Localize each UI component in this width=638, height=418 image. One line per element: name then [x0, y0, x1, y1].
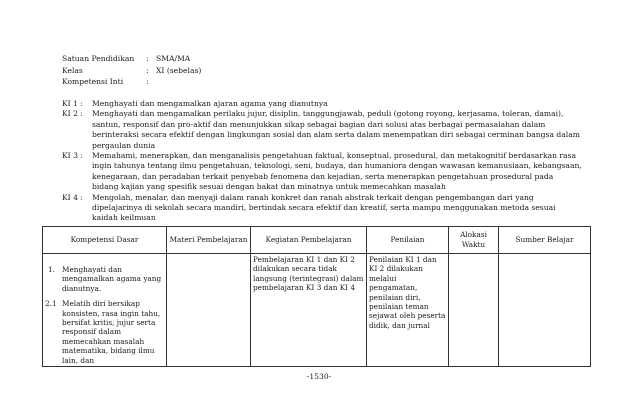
meta-row-kompetensi-inti [62, 76, 201, 88]
cell-alokasi [449, 254, 499, 367]
table-row [43, 254, 591, 367]
meta-label: Kompetensi Inti [62, 77, 124, 87]
meta-colon: : [146, 65, 149, 75]
syllabus-table [42, 226, 591, 367]
column-header-materi: Materi Pembelajaran [167, 227, 251, 254]
ki-text: Mengolah, menalar, dan menyaji dalam ranah konkret dan ranah abstrak terkait dengan pengembangan dari yang dipelajarinya di sekolah secara mandiri, bertindak secara efektif dan kreatif, serta mampu menggunakan metoda sesuai kaidah keilmuan [92, 192, 556, 223]
ki-code: KI 4 [62, 192, 78, 202]
column-header-sumber: Sumber Belajar [499, 227, 591, 254]
ki-text: Menghayati dan mengamalkan ajaran agama yang dianutnya [92, 99, 328, 108]
meta-value: XI (sebelas) [156, 65, 202, 75]
ki-item [62, 193, 582, 224]
ki-colon: : [80, 192, 83, 202]
ki-item [62, 151, 582, 193]
ki-item [62, 99, 582, 109]
kd-text: Melatih diri bersikap konsisten, rasa ingin tahu, bersifat kritis, jujur serta responsif dalam memecahkan masalah matematika, bidang ilmu lain, dan [62, 299, 161, 365]
ki-colon: : [80, 151, 83, 161]
ki-code: KI 1 [62, 99, 78, 108]
cell-kompetensi-dasar [43, 254, 167, 367]
kd-number: 2.1 [45, 299, 57, 309]
cell-materi [167, 254, 251, 367]
ki-colon: : [80, 109, 83, 119]
ki-item [62, 109, 582, 151]
table-header-row [43, 227, 591, 254]
meta-row-satuan [62, 53, 201, 65]
document-meta [62, 53, 201, 88]
ki-text: Memahami, menerapkan, dan menganalisis pengetahuan faktual, konseptual, prosedural, dan metakognitif berdasarkan rasa ingin tahunya tentang ilmu pengetahuan, teknologi, seni, budaya, dan humaniora dengan wawasan kemanusiaan, kebangsaan, kenegaraan, dan peradaban terkait penyebab fenomena dan kejadian, serta menerapkan pengetahuan prosedural pada bidang kajian yang spesifik sesuai dengan bakat dan minatnya untuk memecahkan masalah [92, 151, 582, 192]
meta-colon: : [146, 77, 149, 87]
cell-sumber [499, 254, 591, 367]
kd-item [45, 299, 164, 365]
column-header-kompetensi-dasar: Kompetensi Dasar [43, 227, 167, 254]
page-number: -1530- [306, 372, 332, 381]
meta-label: Kelas [62, 65, 83, 75]
kd-text: Menghayati dan mengamalkan agama yang dianutnya. [62, 265, 162, 293]
cell-penilaian: Penilaian KI 1 dan KI 2 dilakukan melalui pengamatan, penilaian diri, penilaian teman sejawat oleh peserta didik, dan jurnal [367, 254, 449, 367]
kd-number: 1. [48, 265, 55, 274]
meta-colon: : [146, 54, 149, 63]
column-header-kegiatan: Kegiatan Pembelajaran [251, 227, 367, 254]
kd-item [45, 265, 164, 293]
ki-colon: : [80, 99, 83, 108]
ki-code: KI 2 [62, 109, 78, 119]
column-header-alokasi: Alokasi Waktu [449, 227, 499, 254]
column-header-penilaian: Penilaian [367, 227, 449, 254]
meta-value: SMA/MA [156, 54, 191, 63]
meta-label: Satuan Pendidikan [62, 54, 135, 63]
ki-code: KI 3 [62, 151, 78, 161]
kompetensi-inti-list [62, 99, 582, 224]
cell-kegiatan: Pembelajaran KI 1 dan KI 2 dilakukan secara tidak langsung (terintegrasi) dalam pembelajaran KI 3 dan KI 4 [251, 254, 367, 367]
meta-row-kelas [62, 65, 201, 77]
ki-text: Menghayati dan mengamalkan perilaku jujur, disiplin, tanggungjawab, peduli (gotong royong, kerjasama, toleran, damai), santun, responsif dan pro-aktif dan menunjukkan sikap sebagai bagian dari solusi atas berbagai permasalahan dalam berinteraksi secara efektif dengan lingkungan sosial dan alam serta dalam menempatkan diri sebagai cerminan bangsa dalam pergaulan dunia [92, 109, 580, 150]
